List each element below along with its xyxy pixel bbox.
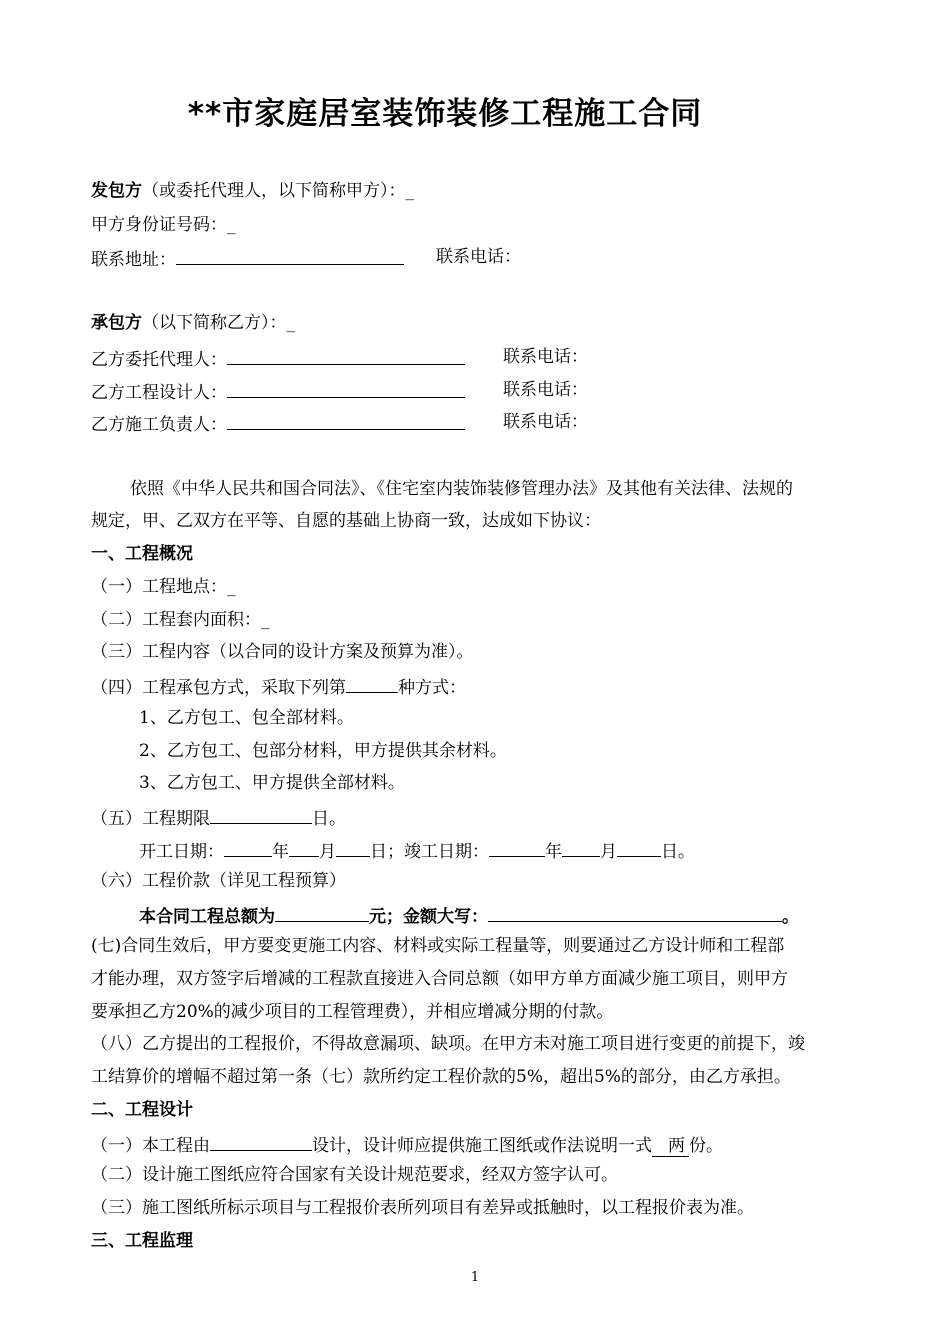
s1-item-8-line-1: （八）乙方提出的工程报价，不得故意漏项、缺项。在甲方未对施工项目进行变更的前提下，竣 (91, 1034, 805, 1054)
s1-item-5-text-a: （五）工程期限 (91, 809, 210, 829)
s1-item-4-text-b: 种方式： (398, 678, 466, 698)
party-b-manager-phone: 联系电话： (503, 412, 588, 432)
total-text-b: 元；金额大写： (369, 907, 488, 927)
party-b-agent-line (91, 346, 465, 371)
party-a-desc: （或委托代理人，以下简称甲方）：_ (142, 181, 414, 201)
s1-item-5-text-b: 日。 (312, 809, 346, 829)
start-date-label: 开工日期： (139, 842, 224, 862)
party-a-id-line: 甲方身份证号码：_ (91, 215, 236, 235)
party-b-designer-phone: 联系电话： (503, 380, 588, 400)
s2-item-1-text-a: （一）本工程由 (91, 1136, 210, 1156)
s1-item-1: （一）工程地点：_ (91, 577, 236, 597)
mode-option-3: 3、乙方包工、甲方提供全部材料。 (139, 773, 405, 793)
s1-item-7-line-3: 要承担乙方20%的减少项目的工程管理费），并相应增减分期的付款。 (91, 1002, 614, 1022)
start-month-blank[interactable] (289, 838, 319, 857)
month-label-2: 月 (600, 842, 617, 862)
party-b-agent-phone: 联系电话： (503, 347, 588, 367)
intro-line-1: 依照《中华人民共和国合同法》、《住宅室内装饰装修管理办法》及其他有关法律、法规的 (130, 479, 793, 499)
s2-item-3: （三）施工图纸所标示项目与工程报价表所列项目有差异或抵触时，以工程报价表为准。 (91, 1198, 754, 1218)
party-b-designer-label: 乙方工程设计人： (91, 383, 227, 403)
party-b-designer-blank[interactable] (227, 379, 465, 398)
s2-item-2: （二）设计施工图纸应符合国家有关设计规范要求，经双方签字认可。 (91, 1165, 618, 1185)
end-day-label: 日。 (661, 842, 695, 862)
total-amount-blank[interactable] (275, 903, 369, 922)
period-days-blank[interactable] (210, 805, 312, 824)
party-a-line (91, 180, 414, 202)
s1-item-4-text-a: （四）工程承包方式，采取下列第 (91, 678, 346, 698)
intro-line-2: 规定，甲、乙双方在平等、自愿的基础上协商一致，达成如下协议： (91, 511, 601, 531)
start-year-blank[interactable] (224, 838, 272, 857)
party-b-manager-blank[interactable] (227, 411, 465, 430)
party-b-agent-blank[interactable] (227, 346, 465, 365)
s1-item-6: （六）工程价款（详见工程预算） (91, 871, 346, 891)
party-b-designer-line (91, 379, 465, 404)
s1-item-2: （二）工程套内面积：_ (91, 610, 270, 630)
end-day-blank[interactable] (617, 838, 661, 857)
end-date-label: 日；竣工日期： (370, 842, 489, 862)
party-a-phone-label: 联系电话： (436, 247, 521, 267)
year-label-2: 年 (545, 842, 562, 862)
section-2-heading: 二、工程设计 (91, 1100, 193, 1120)
s1-item-5 (91, 805, 346, 830)
party-b-agent-label: 乙方委托代理人： (91, 350, 227, 370)
party-a-address-line (91, 246, 404, 271)
month-label: 月 (319, 842, 336, 862)
party-b-line (91, 312, 295, 334)
total-text-c: 。 (782, 907, 799, 927)
mode-option-1: 1、乙方包工、包全部材料。 (139, 708, 354, 728)
s2-item-1-text-c: 份。 (689, 1136, 723, 1156)
end-month-blank[interactable] (562, 838, 600, 857)
party-a-address-label: 联系地址： (91, 250, 176, 270)
designer-blank[interactable] (210, 1132, 312, 1151)
s1-item-7-line-1: (七)合同生效后，甲方要变更施工内容、材料或实际工程量等，则要通过乙方设计师和工程部 (91, 936, 785, 956)
start-day-blank[interactable] (336, 838, 370, 857)
s1-item-4 (91, 674, 466, 699)
page-number: 1 (470, 1270, 480, 1285)
total-amount-line (139, 903, 799, 928)
document-title: **市家庭居室装饰装修工程施工合同 (187, 96, 703, 132)
contract-mode-blank[interactable] (346, 674, 398, 693)
section-3-heading: 三、工程监理 (91, 1231, 193, 1251)
party-b-desc: （以下简称乙方）：_ (142, 313, 295, 333)
party-a-label: 发包方 (91, 181, 142, 201)
s2-item-1 (91, 1132, 723, 1157)
party-b-manager-label: 乙方施工负责人： (91, 415, 227, 435)
s1-item-7-line-2: 才能办理，双方签字后增减的工程款直接进入合同总额（如甲方单方面减少施工项目，则甲方 (91, 969, 788, 989)
s2-item-1-text-b: 设计，设计师应提供施工图纸或作法说明一式 (312, 1136, 652, 1156)
party-b-label: 承包方 (91, 313, 142, 333)
copies-count: 两 (652, 1136, 689, 1157)
s1-item-3: （三）工程内容（以合同的设计方案及预算为准）。 (91, 642, 474, 662)
dates-line (139, 838, 695, 863)
total-text-a: 本合同工程总额为 (139, 907, 275, 927)
mode-option-2: 2、乙方包工、包部分材料，甲方提供其余材料。 (139, 741, 507, 761)
year-label: 年 (272, 842, 289, 862)
section-1-heading: 一、工程概况 (91, 544, 193, 564)
party-a-address-blank[interactable] (176, 246, 404, 265)
party-b-manager-line (91, 411, 465, 436)
total-amount-words-blank[interactable] (488, 903, 782, 922)
end-year-blank[interactable] (489, 838, 545, 857)
s1-item-8-line-2: 工结算价的增幅不超过第一条（七）款所约定工程价款的5%，超出5%的部分，由乙方承担。 (91, 1067, 791, 1087)
